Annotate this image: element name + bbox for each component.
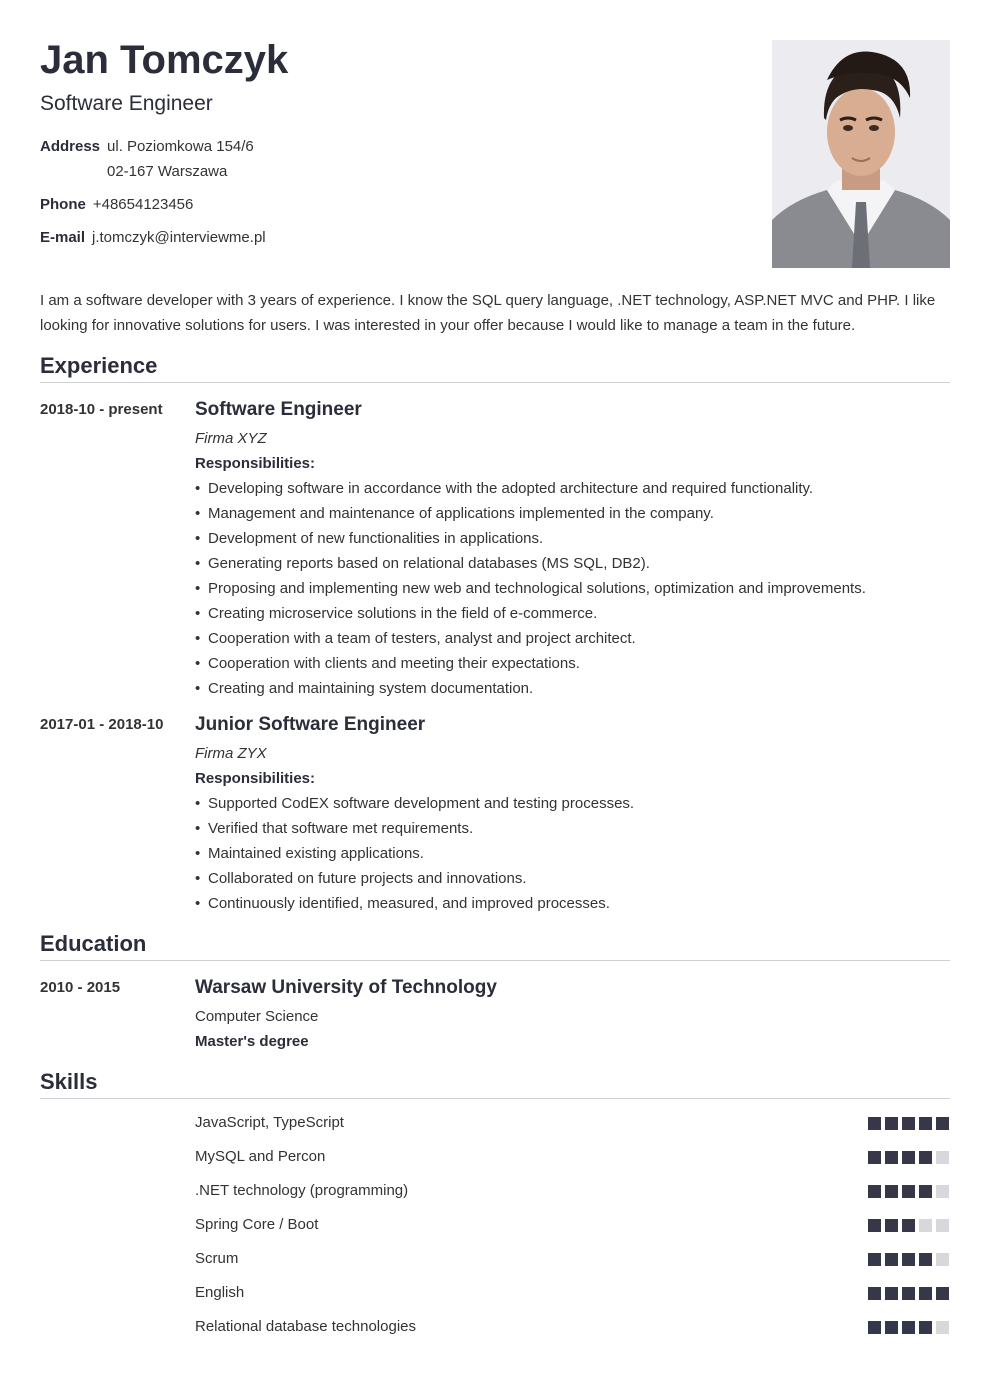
candidate-title: Software Engineer	[40, 92, 213, 115]
rating-square-filled	[919, 1117, 932, 1130]
skill-row	[195, 1248, 950, 1282]
job-1-dates: 2018-10 - present	[40, 401, 163, 418]
list-item: • Cooperation with clients and meeting their expectations.	[195, 651, 950, 676]
list-item: • Continuously identified, measured, and improved processes.	[195, 891, 950, 916]
rating-square-filled	[885, 1117, 898, 1130]
job-2-responsibilities-list	[195, 791, 950, 916]
rating-square-filled	[902, 1287, 915, 1300]
list-item: • Verified that software met requirements.	[195, 816, 950, 841]
rating-square-empty	[936, 1321, 949, 1334]
education-dates: 2010 - 2015	[40, 979, 121, 996]
job-1-company: Firma XYZ	[195, 430, 267, 447]
skill-row	[195, 1180, 950, 1214]
rating-square-empty	[936, 1185, 949, 1198]
rating-square-filled	[885, 1253, 898, 1266]
profile-photo	[772, 40, 950, 268]
skill-row	[195, 1146, 950, 1180]
job-1-responsibilities-label: Responsibilities:	[195, 455, 316, 472]
skills-section-header	[40, 1068, 950, 1099]
job-2-company: Firma ZYX	[195, 745, 267, 762]
rating-square-filled	[868, 1117, 881, 1130]
rating-square-empty	[936, 1219, 949, 1232]
rating-square-filled	[885, 1219, 898, 1232]
rating-square-filled	[902, 1219, 915, 1232]
list-item: • Developing software in accordance with the adopted architecture and required functionality.	[195, 476, 950, 501]
skill-row	[195, 1112, 950, 1146]
rating-square-filled	[902, 1185, 915, 1198]
skill-name: Relational database technologies	[195, 1318, 416, 1335]
address-line-1: ul. Poziomkowa 154/6	[107, 138, 254, 155]
job-2-dates: 2017-01 - 2018-10	[40, 716, 164, 733]
skill-name: JavaScript, TypeScript	[195, 1114, 344, 1131]
candidate-name: Jan Tomczyk	[40, 38, 289, 82]
rating-square-filled	[919, 1321, 932, 1334]
rating-square-filled	[902, 1117, 915, 1130]
education-degree: Master's degree	[195, 1033, 309, 1050]
skill-name: English	[195, 1284, 245, 1301]
phone-line	[40, 192, 193, 217]
experience-section-header	[40, 352, 950, 383]
list-item: • Collaborated on future projects and innovations.	[195, 866, 950, 891]
rating-square-filled	[885, 1321, 898, 1334]
education-field: Computer Science	[195, 1008, 319, 1025]
email-label: E-mail	[40, 229, 86, 246]
rating-square-filled	[868, 1321, 881, 1334]
education-school: Warsaw University of Technology	[195, 977, 497, 998]
list-item: • Management and maintenance of applications implemented in the company.	[195, 501, 950, 526]
job-2-responsibilities-label: Responsibilities:	[195, 770, 316, 787]
profile-summary: I am a software developer with 3 years of experience. I know the SQL query language, .NET technology, ASP.NET MVC and PHP. I like looking for innovative solutions for users. I was interested in your offer because I would like to manage a team in the future.	[40, 292, 936, 334]
email-value: j.tomczyk@interviewme.pl	[92, 229, 266, 246]
experience-heading: Experience	[40, 353, 158, 378]
address-line	[40, 134, 254, 159]
rating-square-filled	[936, 1287, 949, 1300]
list-item: • Creating and maintaining system documentation.	[195, 676, 950, 701]
rating-square-filled	[902, 1151, 915, 1164]
education-section-header	[40, 930, 950, 961]
skill-name: Spring Core / Boot	[195, 1216, 319, 1233]
list-item: • Maintained existing applications.	[195, 841, 950, 866]
skill-rating	[864, 1321, 949, 1334]
address-line-2: 02-167 Warszawa	[107, 163, 228, 180]
list-item: • Creating microservice solutions in the field of e-commerce.	[195, 601, 950, 626]
skill-rating	[864, 1253, 949, 1266]
rating-square-empty	[919, 1219, 932, 1232]
rating-square-filled	[868, 1185, 881, 1198]
rating-square-filled	[919, 1287, 932, 1300]
rating-square-filled	[936, 1117, 949, 1130]
rating-square-empty	[936, 1151, 949, 1164]
skill-name: Scrum	[195, 1250, 239, 1267]
skill-rating	[864, 1185, 949, 1198]
rating-square-filled	[919, 1151, 932, 1164]
rating-square-filled	[868, 1287, 881, 1300]
skill-name: .NET technology (programming)	[195, 1182, 409, 1199]
skill-rating	[864, 1117, 949, 1130]
skill-name: MySQL and Percon	[195, 1148, 326, 1165]
skill-rating	[864, 1219, 949, 1232]
skill-row	[195, 1282, 950, 1316]
list-item: • Proposing and implementing new web and technological solutions, optimization and improvements.	[195, 576, 950, 601]
list-item: • Supported CodEX software development and testing processes.	[195, 791, 950, 816]
phone-label: Phone	[40, 196, 86, 213]
skill-row	[195, 1214, 950, 1248]
rating-square-filled	[919, 1253, 932, 1266]
list-item: • Development of new functionalities in applications.	[195, 526, 950, 551]
rating-square-filled	[902, 1321, 915, 1334]
rating-square-filled	[868, 1151, 881, 1164]
address-label: Address	[40, 138, 101, 155]
rating-square-filled	[919, 1185, 932, 1198]
rating-square-filled	[885, 1151, 898, 1164]
skill-rating	[864, 1287, 949, 1300]
list-item: • Cooperation with a team of testers, analyst and project architect.	[195, 626, 950, 651]
skill-row	[195, 1316, 950, 1350]
rating-square-filled	[885, 1185, 898, 1198]
rating-square-filled	[868, 1253, 881, 1266]
education-heading: Education	[40, 931, 147, 956]
skill-rating	[864, 1151, 949, 1164]
phone-value: +48654123456	[92, 196, 194, 213]
rating-square-filled	[868, 1219, 881, 1232]
rating-square-filled	[902, 1253, 915, 1266]
job-2-role: Junior Software Engineer	[195, 714, 426, 735]
job-1-role: Software Engineer	[195, 399, 362, 420]
rating-square-filled	[885, 1287, 898, 1300]
skills-heading: Skills	[40, 1069, 98, 1094]
rating-square-empty	[936, 1253, 949, 1266]
email-line	[40, 225, 266, 250]
list-item: • Generating reports based on relational databases (MS SQL, DB2).	[195, 551, 950, 576]
job-1-responsibilities-list	[195, 476, 950, 701]
